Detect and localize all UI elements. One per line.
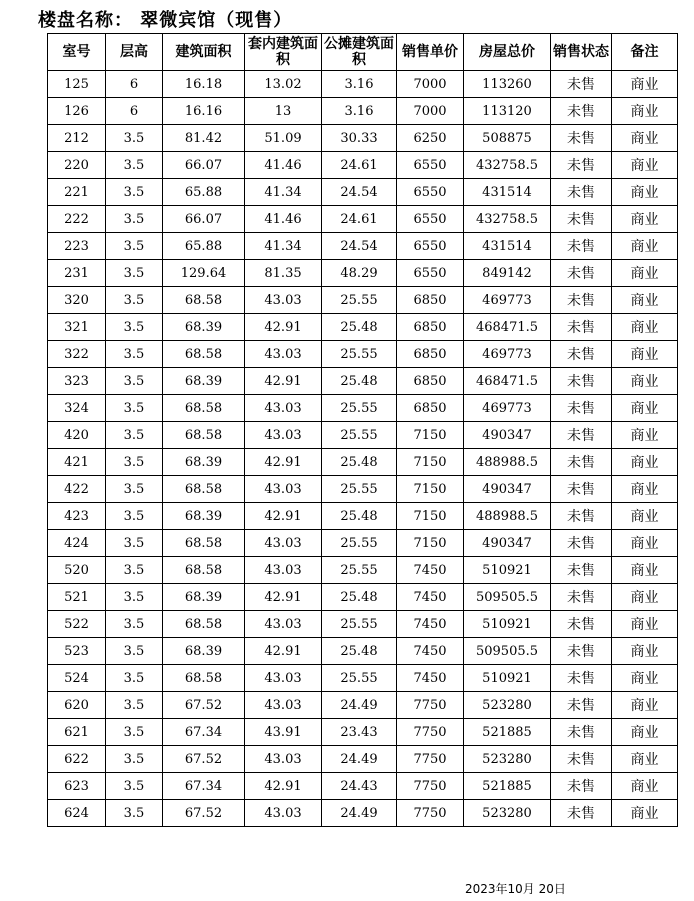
cell-total-price: 469773 xyxy=(464,341,551,368)
cell-status: 未售 xyxy=(551,746,612,773)
cell-remarks: 商业 xyxy=(612,368,678,395)
cell-room: 322 xyxy=(48,341,106,368)
column-header-floor-height: 层高 xyxy=(106,34,163,71)
cell-unit-price: 7450 xyxy=(397,665,464,692)
cell-inner-area: 41.34 xyxy=(245,179,322,206)
cell-total-price: 523280 xyxy=(464,800,551,827)
cell-status: 未售 xyxy=(551,125,612,152)
cell-remarks: 商业 xyxy=(612,800,678,827)
cell-floor-area: 67.52 xyxy=(163,746,245,773)
table-row xyxy=(48,449,678,476)
cell-shared-area: 25.55 xyxy=(322,557,397,584)
cell-shared-area: 25.55 xyxy=(322,476,397,503)
cell-unit-price: 7750 xyxy=(397,746,464,773)
cell-floor-height: 3.5 xyxy=(106,260,163,287)
cell-floor-area: 68.58 xyxy=(163,395,245,422)
document-date: 2023年10月 20日 xyxy=(465,882,566,896)
table-row xyxy=(48,692,678,719)
cell-remarks: 商业 xyxy=(612,449,678,476)
cell-room: 621 xyxy=(48,719,106,746)
cell-floor-area: 67.34 xyxy=(163,773,245,800)
cell-total-price: 523280 xyxy=(464,692,551,719)
cell-total-price: 468471.5 xyxy=(464,314,551,341)
cell-total-price: 510921 xyxy=(464,557,551,584)
cell-floor-height: 3.5 xyxy=(106,449,163,476)
cell-unit-price: 7750 xyxy=(397,800,464,827)
cell-unit-price: 7150 xyxy=(397,422,464,449)
cell-remarks: 商业 xyxy=(612,98,678,125)
cell-room: 220 xyxy=(48,152,106,179)
cell-shared-area: 24.54 xyxy=(322,179,397,206)
table-body xyxy=(48,71,678,827)
cell-room: 231 xyxy=(48,260,106,287)
cell-unit-price: 7000 xyxy=(397,71,464,98)
cell-room: 524 xyxy=(48,665,106,692)
cell-floor-height: 3.5 xyxy=(106,719,163,746)
cell-total-price: 521885 xyxy=(464,719,551,746)
cell-room: 321 xyxy=(48,314,106,341)
cell-remarks: 商业 xyxy=(612,773,678,800)
cell-inner-area: 43.03 xyxy=(245,665,322,692)
cell-total-price: 431514 xyxy=(464,179,551,206)
cell-floor-height: 3.5 xyxy=(106,746,163,773)
table-row xyxy=(48,341,678,368)
cell-status: 未售 xyxy=(551,584,612,611)
cell-shared-area: 3.16 xyxy=(322,71,397,98)
cell-unit-price: 7000 xyxy=(397,98,464,125)
cell-status: 未售 xyxy=(551,395,612,422)
cell-unit-price: 7150 xyxy=(397,503,464,530)
cell-inner-area: 42.91 xyxy=(245,584,322,611)
cell-floor-area: 68.39 xyxy=(163,314,245,341)
cell-total-price: 469773 xyxy=(464,287,551,314)
cell-status: 未售 xyxy=(551,341,612,368)
cell-floor-height: 3.5 xyxy=(106,503,163,530)
cell-unit-price: 7150 xyxy=(397,476,464,503)
cell-total-price: 490347 xyxy=(464,476,551,503)
cell-floor-area: 68.39 xyxy=(163,638,245,665)
cell-room: 424 xyxy=(48,530,106,557)
cell-unit-price: 6550 xyxy=(397,206,464,233)
cell-shared-area: 25.55 xyxy=(322,395,397,422)
cell-room: 324 xyxy=(48,395,106,422)
cell-remarks: 商业 xyxy=(612,341,678,368)
cell-remarks: 商业 xyxy=(612,206,678,233)
cell-room: 222 xyxy=(48,206,106,233)
cell-floor-area: 66.07 xyxy=(163,152,245,179)
cell-floor-height: 3.5 xyxy=(106,152,163,179)
cell-total-price: 490347 xyxy=(464,530,551,557)
table-row xyxy=(48,152,678,179)
cell-shared-area: 30.33 xyxy=(322,125,397,152)
cell-floor-height: 3.5 xyxy=(106,341,163,368)
column-header-room: 室号 xyxy=(48,34,106,71)
column-header-remarks: 备注 xyxy=(612,34,678,71)
cell-room: 421 xyxy=(48,449,106,476)
cell-remarks: 商业 xyxy=(612,179,678,206)
cell-status: 未售 xyxy=(551,692,612,719)
cell-status: 未售 xyxy=(551,233,612,260)
cell-unit-price: 6850 xyxy=(397,368,464,395)
cell-inner-area: 43.03 xyxy=(245,800,322,827)
cell-status: 未售 xyxy=(551,449,612,476)
table-row xyxy=(48,584,678,611)
cell-unit-price: 6550 xyxy=(397,152,464,179)
cell-remarks: 商业 xyxy=(612,557,678,584)
cell-unit-price: 6250 xyxy=(397,125,464,152)
cell-remarks: 商业 xyxy=(612,584,678,611)
cell-inner-area: 13.02 xyxy=(245,71,322,98)
cell-status: 未售 xyxy=(551,665,612,692)
cell-total-price: 849142 xyxy=(464,260,551,287)
cell-room: 212 xyxy=(48,125,106,152)
cell-status: 未售 xyxy=(551,260,612,287)
cell-floor-height: 3.5 xyxy=(106,638,163,665)
cell-remarks: 商业 xyxy=(612,530,678,557)
cell-total-price: 468471.5 xyxy=(464,368,551,395)
cell-shared-area: 25.48 xyxy=(322,449,397,476)
table-row xyxy=(48,314,678,341)
cell-floor-area: 68.39 xyxy=(163,584,245,611)
cell-remarks: 商业 xyxy=(612,260,678,287)
cell-room: 622 xyxy=(48,746,106,773)
cell-floor-area: 68.58 xyxy=(163,557,245,584)
cell-remarks: 商业 xyxy=(612,503,678,530)
table-row xyxy=(48,503,678,530)
cell-floor-area: 67.52 xyxy=(163,800,245,827)
cell-floor-height: 3.5 xyxy=(106,800,163,827)
cell-status: 未售 xyxy=(551,98,612,125)
cell-floor-height: 3.5 xyxy=(106,233,163,260)
cell-inner-area: 43.03 xyxy=(245,287,322,314)
column-header-shared-area: 公摊建筑面积 xyxy=(322,34,397,71)
cell-status: 未售 xyxy=(551,800,612,827)
table-row xyxy=(48,287,678,314)
cell-floor-height: 3.5 xyxy=(106,530,163,557)
cell-unit-price: 7450 xyxy=(397,611,464,638)
cell-total-price: 508875 xyxy=(464,125,551,152)
table-row xyxy=(48,71,678,98)
cell-status: 未售 xyxy=(551,71,612,98)
cell-room: 320 xyxy=(48,287,106,314)
cell-total-price: 432758.5 xyxy=(464,206,551,233)
cell-status: 未售 xyxy=(551,530,612,557)
cell-remarks: 商业 xyxy=(612,638,678,665)
cell-remarks: 商业 xyxy=(612,395,678,422)
cell-shared-area: 25.55 xyxy=(322,530,397,557)
cell-floor-area: 68.58 xyxy=(163,341,245,368)
cell-inner-area: 43.03 xyxy=(245,422,322,449)
table-row xyxy=(48,638,678,665)
cell-floor-area: 68.39 xyxy=(163,503,245,530)
table-row xyxy=(48,422,678,449)
cell-unit-price: 6550 xyxy=(397,179,464,206)
table-row xyxy=(48,395,678,422)
cell-shared-area: 25.55 xyxy=(322,611,397,638)
column-header-unit-price: 销售单价 xyxy=(397,34,464,71)
cell-unit-price: 6550 xyxy=(397,233,464,260)
cell-room: 521 xyxy=(48,584,106,611)
table-row xyxy=(48,125,678,152)
cell-floor-area: 16.16 xyxy=(163,98,245,125)
cell-total-price: 431514 xyxy=(464,233,551,260)
cell-room: 523 xyxy=(48,638,106,665)
cell-room: 126 xyxy=(48,98,106,125)
cell-room: 522 xyxy=(48,611,106,638)
cell-remarks: 商业 xyxy=(612,746,678,773)
cell-unit-price: 7450 xyxy=(397,638,464,665)
cell-status: 未售 xyxy=(551,476,612,503)
cell-unit-price: 7750 xyxy=(397,692,464,719)
cell-room: 620 xyxy=(48,692,106,719)
cell-unit-price: 6550 xyxy=(397,260,464,287)
cell-floor-area: 68.58 xyxy=(163,287,245,314)
cell-floor-area: 65.88 xyxy=(163,233,245,260)
cell-status: 未售 xyxy=(551,368,612,395)
table-row xyxy=(48,476,678,503)
table-header-row xyxy=(48,34,678,71)
cell-inner-area: 43.03 xyxy=(245,341,322,368)
cell-inner-area: 43.03 xyxy=(245,476,322,503)
cell-floor-area: 129.64 xyxy=(163,260,245,287)
cell-inner-area: 42.91 xyxy=(245,503,322,530)
cell-remarks: 商业 xyxy=(612,476,678,503)
cell-floor-area: 68.58 xyxy=(163,422,245,449)
column-header-total-price: 房屋总价 xyxy=(464,34,551,71)
cell-inner-area: 42.91 xyxy=(245,449,322,476)
cell-floor-height: 3.5 xyxy=(106,395,163,422)
cell-total-price: 510921 xyxy=(464,665,551,692)
cell-remarks: 商业 xyxy=(612,665,678,692)
cell-unit-price: 6850 xyxy=(397,395,464,422)
column-header-floor-area: 建筑面积 xyxy=(163,34,245,71)
cell-shared-area: 48.29 xyxy=(322,260,397,287)
cell-inner-area: 51.09 xyxy=(245,125,322,152)
cell-inner-area: 43.03 xyxy=(245,611,322,638)
cell-floor-height: 6 xyxy=(106,71,163,98)
cell-shared-area: 25.48 xyxy=(322,503,397,530)
cell-floor-area: 68.39 xyxy=(163,368,245,395)
cell-inner-area: 42.91 xyxy=(245,638,322,665)
cell-total-price: 510921 xyxy=(464,611,551,638)
cell-status: 未售 xyxy=(551,719,612,746)
cell-total-price: 469773 xyxy=(464,395,551,422)
cell-room: 420 xyxy=(48,422,106,449)
cell-shared-area: 25.48 xyxy=(322,584,397,611)
cell-floor-area: 16.18 xyxy=(163,71,245,98)
table-row xyxy=(48,557,678,584)
cell-remarks: 商业 xyxy=(612,71,678,98)
cell-status: 未售 xyxy=(551,152,612,179)
cell-floor-area: 68.58 xyxy=(163,530,245,557)
table-row xyxy=(48,746,678,773)
cell-shared-area: 25.48 xyxy=(322,314,397,341)
column-header-status: 销售状态 xyxy=(551,34,612,71)
cell-total-price: 490347 xyxy=(464,422,551,449)
cell-floor-area: 81.42 xyxy=(163,125,245,152)
cell-status: 未售 xyxy=(551,206,612,233)
table-row xyxy=(48,611,678,638)
cell-shared-area: 24.49 xyxy=(322,692,397,719)
cell-floor-height: 3.5 xyxy=(106,557,163,584)
cell-unit-price: 7750 xyxy=(397,719,464,746)
cell-inner-area: 43.03 xyxy=(245,692,322,719)
column-header-inner-area: 套内建筑面积 xyxy=(245,34,322,71)
cell-room: 623 xyxy=(48,773,106,800)
cell-floor-height: 3.5 xyxy=(106,773,163,800)
cell-status: 未售 xyxy=(551,314,612,341)
cell-inner-area: 43.03 xyxy=(245,395,322,422)
cell-total-price: 113260 xyxy=(464,71,551,98)
cell-floor-height: 3.5 xyxy=(106,611,163,638)
cell-unit-price: 7450 xyxy=(397,584,464,611)
cell-status: 未售 xyxy=(551,422,612,449)
cell-floor-area: 68.39 xyxy=(163,449,245,476)
cell-inner-area: 42.91 xyxy=(245,368,322,395)
cell-floor-area: 67.52 xyxy=(163,692,245,719)
cell-unit-price: 6850 xyxy=(397,314,464,341)
table-row xyxy=(48,719,678,746)
cell-total-price: 521885 xyxy=(464,773,551,800)
cell-room: 323 xyxy=(48,368,106,395)
cell-floor-height: 3.5 xyxy=(106,179,163,206)
page-title: 楼盘名称： 翠微宾馆（现售） xyxy=(38,10,293,31)
cell-total-price: 509505.5 xyxy=(464,584,551,611)
cell-shared-area: 24.61 xyxy=(322,206,397,233)
cell-total-price: 488988.5 xyxy=(464,503,551,530)
table-row xyxy=(48,773,678,800)
cell-unit-price: 6850 xyxy=(397,341,464,368)
cell-floor-height: 3.5 xyxy=(106,287,163,314)
cell-total-price: 509505.5 xyxy=(464,638,551,665)
cell-inner-area: 42.91 xyxy=(245,314,322,341)
cell-inner-area: 41.46 xyxy=(245,152,322,179)
cell-room: 624 xyxy=(48,800,106,827)
cell-floor-height: 6 xyxy=(106,98,163,125)
cell-total-price: 488988.5 xyxy=(464,449,551,476)
table-row xyxy=(48,233,678,260)
cell-room: 520 xyxy=(48,557,106,584)
cell-floor-height: 3.5 xyxy=(106,314,163,341)
table-row xyxy=(48,98,678,125)
cell-status: 未售 xyxy=(551,557,612,584)
cell-shared-area: 3.16 xyxy=(322,98,397,125)
cell-unit-price: 7450 xyxy=(397,557,464,584)
cell-floor-area: 68.58 xyxy=(163,476,245,503)
cell-floor-area: 68.58 xyxy=(163,665,245,692)
cell-floor-area: 65.88 xyxy=(163,179,245,206)
cell-unit-price: 6850 xyxy=(397,287,464,314)
cell-remarks: 商业 xyxy=(612,692,678,719)
cell-floor-height: 3.5 xyxy=(106,665,163,692)
cell-remarks: 商业 xyxy=(612,611,678,638)
cell-inner-area: 42.91 xyxy=(245,773,322,800)
cell-total-price: 113120 xyxy=(464,98,551,125)
cell-floor-height: 3.5 xyxy=(106,476,163,503)
cell-room: 223 xyxy=(48,233,106,260)
cell-shared-area: 24.61 xyxy=(322,152,397,179)
cell-floor-height: 3.5 xyxy=(106,206,163,233)
cell-floor-height: 3.5 xyxy=(106,584,163,611)
cell-room: 221 xyxy=(48,179,106,206)
cell-floor-height: 3.5 xyxy=(106,368,163,395)
cell-remarks: 商业 xyxy=(612,719,678,746)
cell-inner-area: 43.03 xyxy=(245,530,322,557)
cell-status: 未售 xyxy=(551,287,612,314)
cell-room: 422 xyxy=(48,476,106,503)
cell-shared-area: 24.49 xyxy=(322,800,397,827)
table-row xyxy=(48,530,678,557)
sales-table xyxy=(47,33,678,827)
cell-remarks: 商业 xyxy=(612,314,678,341)
cell-inner-area: 41.34 xyxy=(245,233,322,260)
cell-floor-height: 3.5 xyxy=(106,125,163,152)
table-row xyxy=(48,260,678,287)
cell-inner-area: 41.46 xyxy=(245,206,322,233)
cell-inner-area: 43.91 xyxy=(245,719,322,746)
cell-inner-area: 81.35 xyxy=(245,260,322,287)
cell-unit-price: 7150 xyxy=(397,449,464,476)
table-row xyxy=(48,665,678,692)
cell-status: 未售 xyxy=(551,611,612,638)
cell-status: 未售 xyxy=(551,179,612,206)
cell-room: 125 xyxy=(48,71,106,98)
cell-floor-area: 68.58 xyxy=(163,611,245,638)
cell-shared-area: 25.48 xyxy=(322,638,397,665)
table-row xyxy=(48,206,678,233)
cell-status: 未售 xyxy=(551,638,612,665)
cell-status: 未售 xyxy=(551,773,612,800)
table-row xyxy=(48,800,678,827)
table-row xyxy=(48,368,678,395)
cell-inner-area: 43.03 xyxy=(245,746,322,773)
cell-unit-price: 7150 xyxy=(397,530,464,557)
cell-status: 未售 xyxy=(551,503,612,530)
cell-remarks: 商业 xyxy=(612,152,678,179)
cell-floor-area: 66.07 xyxy=(163,206,245,233)
cell-shared-area: 25.55 xyxy=(322,287,397,314)
cell-remarks: 商业 xyxy=(612,125,678,152)
cell-shared-area: 23.43 xyxy=(322,719,397,746)
cell-shared-area: 25.55 xyxy=(322,422,397,449)
cell-shared-area: 24.49 xyxy=(322,746,397,773)
cell-inner-area: 13 xyxy=(245,98,322,125)
cell-shared-area: 25.55 xyxy=(322,341,397,368)
cell-shared-area: 25.48 xyxy=(322,368,397,395)
cell-floor-height: 3.5 xyxy=(106,692,163,719)
cell-inner-area: 43.03 xyxy=(245,557,322,584)
cell-remarks: 商业 xyxy=(612,287,678,314)
cell-floor-area: 67.34 xyxy=(163,719,245,746)
cell-floor-height: 3.5 xyxy=(106,422,163,449)
cell-shared-area: 25.55 xyxy=(322,665,397,692)
table-row xyxy=(48,179,678,206)
cell-room: 423 xyxy=(48,503,106,530)
cell-shared-area: 24.43 xyxy=(322,773,397,800)
cell-remarks: 商业 xyxy=(612,422,678,449)
cell-total-price: 432758.5 xyxy=(464,152,551,179)
cell-remarks: 商业 xyxy=(612,233,678,260)
cell-total-price: 523280 xyxy=(464,746,551,773)
cell-unit-price: 7750 xyxy=(397,773,464,800)
cell-shared-area: 24.54 xyxy=(322,233,397,260)
